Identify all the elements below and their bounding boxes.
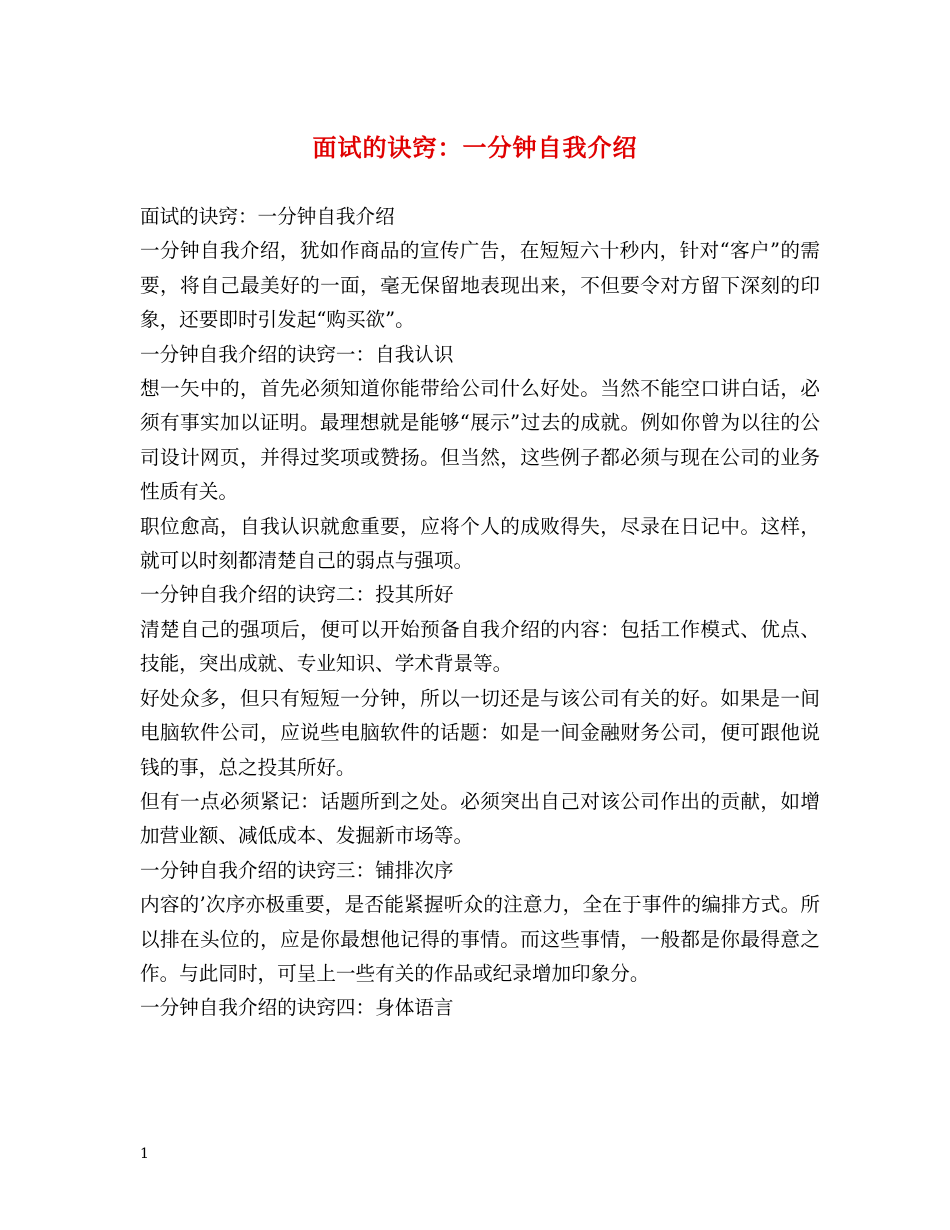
paragraph: 好处众多，但只有短短一分钟，所以一切还是与该公司有关的好。如果是一间电脑软件公司，应说些电脑软件的话题：如是一间金融财务公司，便可跟他说钱的事，总之投其所好。 bbox=[140, 686, 820, 779]
document-title: 面试的诀窍：一分钟自我介绍 bbox=[312, 133, 638, 162]
paragraph: 但有一点必须紧记：话题所到之处。必须突出自己对该公司作出的贡献，如增加营业额、减低成本、发掘新市场等。 bbox=[140, 789, 820, 848]
page-number: 1 bbox=[140, 1146, 149, 1162]
paragraph: 想一矢中的，首先必须知道你能带给公司什么好处。当然不能空口讲白话，必须有事实加以证明。最理想就是能够“展示”过去的成就。例如你曾为以往的公司设计网页，并得过奖项或赞扬。但当然，这些例子都必须与现在公司的业务性质有关。 bbox=[140, 377, 820, 504]
paragraph: 面试的诀窍：一分钟自我介绍 bbox=[140, 205, 395, 228]
section-heading: 一分钟自我介绍的诀窍二：投其所好 bbox=[140, 583, 454, 607]
section-heading: 一分钟自我介绍的诀窍四：身体语言 bbox=[140, 996, 454, 1020]
section-heading: 一分钟自我介绍的诀窍三：铺排次序 bbox=[140, 858, 454, 882]
document-body bbox=[140, 200, 820, 1026]
paragraph: 一分钟自我介绍，犹如作商品的宣传广告，在短短六十秒内，针对“客户”的需要，将自己最美好的一面，毫无保留地表现出来，不但要令对方留下深刻的印象，还要即时引发起“购买欲”。 bbox=[140, 239, 820, 332]
paragraph: 职位愈高，自我认识就愈重要，应将个人的成败得失，尽录在日记中。这样，就可以时刻都清楚自己的弱点与强项。 bbox=[140, 514, 820, 573]
paragraph: 内容的’次序亦极重要，是否能紧握听众的注意力，全在于事件的编排方式。所以排在头位的，应是你最想他记得的事情。而这些事情，一般都是你最得意之作。与此同时，可呈上一些有关的作品或纪录增加印象分。 bbox=[140, 893, 820, 985]
section-heading: 一分钟自我介绍的诀窍一：自我认识 bbox=[140, 342, 454, 366]
paragraph: 清楚自己的强项后，便可以开始预备自我介绍的内容：包括工作模式、优点、技能，突出成就、专业知识、学术背景等。 bbox=[140, 617, 820, 676]
